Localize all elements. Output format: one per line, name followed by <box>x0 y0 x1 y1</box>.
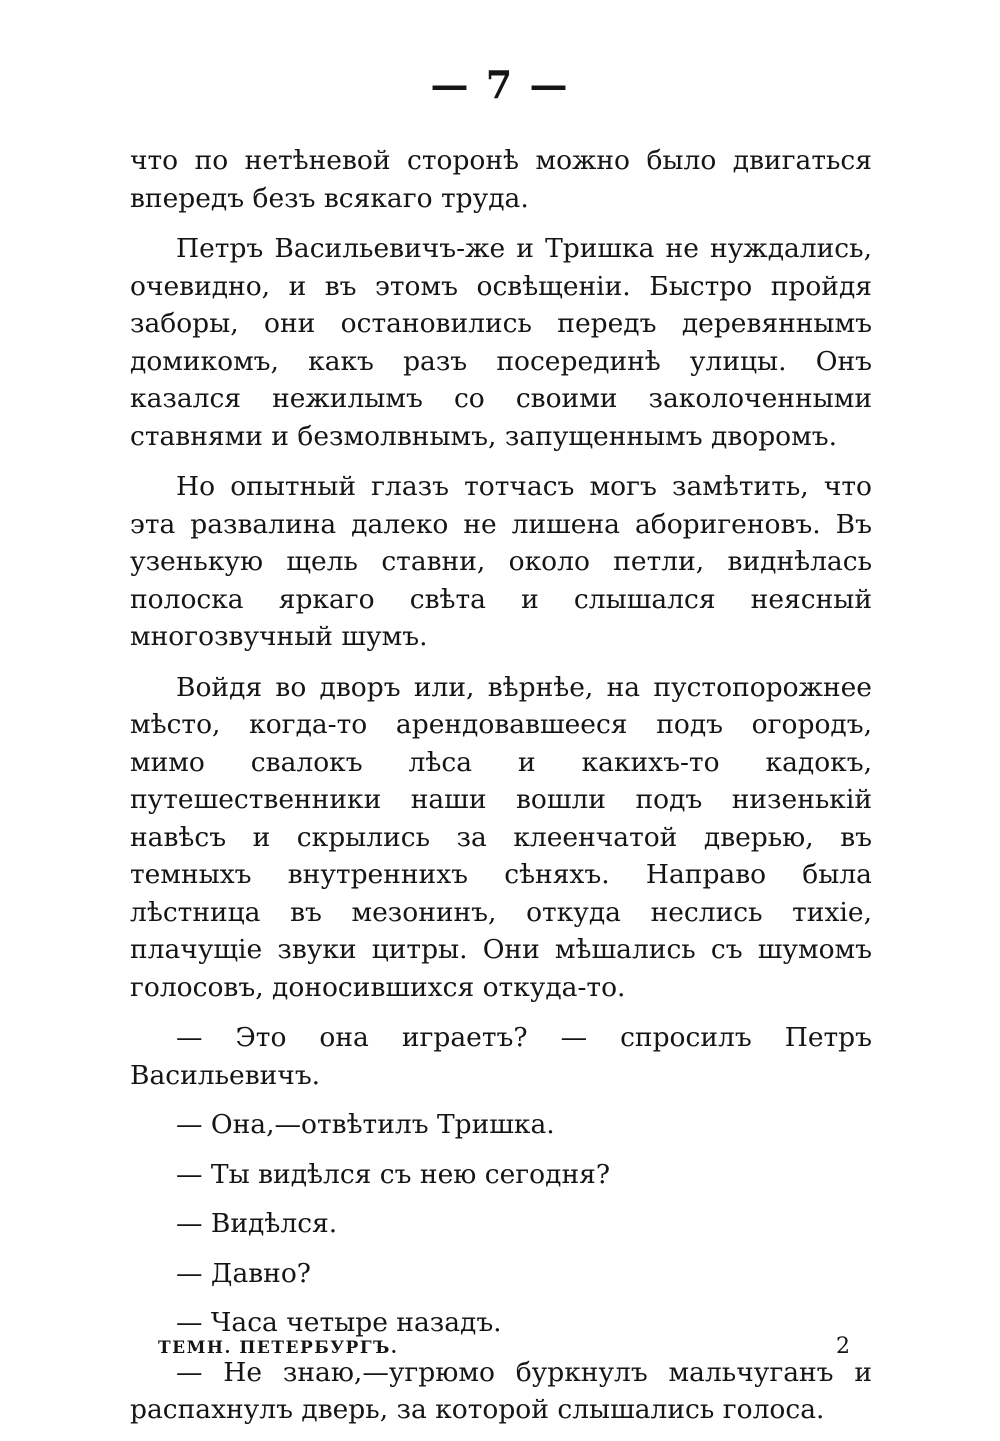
dialogue-line: — Не знаю,—угрюмо буркнулъ мальчуганъ и распахнулъ дверь, за которой слышались голоса. <box>130 1356 872 1425</box>
paragraph: Петръ Васильевичъ-же и Тришка не нуждались, очевидно, и въ этомъ освѣщеніи. Быстро пройдя заборы, они остановились передъ деревяннымъ домикомъ, какъ разъ посерединѣ улицы. Онъ казался нежилымъ со своими заколоченными ставнями и безмолвнымъ, запущеннымъ дворомъ. <box>130 233 872 452</box>
dialogue-line: — Часа четыре назадъ. <box>176 1307 502 1338</box>
dialogue-line: — Ты видѣлся съ нею сегодня? <box>176 1158 611 1190</box>
paragraph: Войдя во дворъ или, вѣрнѣе, на пустопорожнее мѣсто, когда-то арендовавшееся подъ огородъ, мимо свалокъ лѣса и какихъ-то кадокъ, путешественники наши вошли подъ низенькій навѣсъ и скрылись за клеенчатой дверью, въ темныхъ внутреннихъ сѣняхъ. Направо была лѣстница въ мезонинъ, откуда неслись тихіе, плачущіе звуки цитры. Они мѣшались съ шумомъ голосовъ, доносившихся откуда-то. <box>130 671 872 1003</box>
paragraph: Но опытный глазъ тотчасъ могъ замѣтить, что эта развалина далеко не лишена аборигеновъ. Въ узенькую щель ставни, около петли, виднѣлась полоска яркаго свѣта и слышался неясный многозвучный шумъ. <box>130 471 872 652</box>
dialogue-line: — Это она играетъ? — спросилъ Петръ Васильевичъ. <box>130 1022 872 1091</box>
sheet-number: 2 <box>836 1334 850 1359</box>
dialogue-line: — Видѣлся. <box>176 1208 338 1239</box>
page-number: — 7 — <box>430 62 570 107</box>
dialogue-line: — Она,—отвѣтилъ Тришка. <box>176 1109 555 1140</box>
printer-signature: ТЕМН. ПЕТЕРБУРГЪ. <box>158 1338 399 1358</box>
dialogue-line: — Давно? <box>176 1257 312 1289</box>
body-text <box>130 142 872 1441</box>
paragraph: что по нетѣневой сторонѣ можно было двигаться впередъ безъ всякаго труда. <box>130 145 872 214</box>
